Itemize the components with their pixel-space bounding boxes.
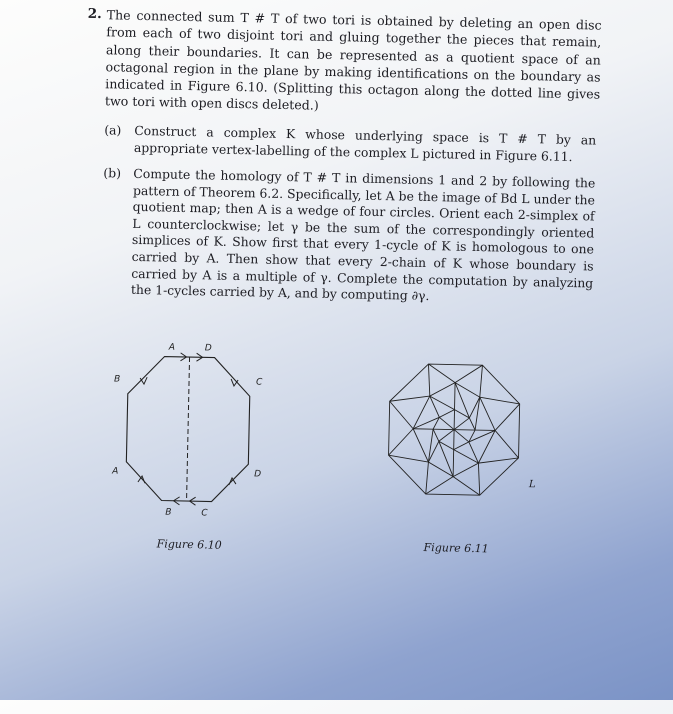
part-a-label: (a) [104,122,121,139]
figure-6-11-caption: Figure 6.11 [423,541,488,555]
figure-6-10 [89,337,283,531]
figure-6-10-caption: Figure 6.10 [157,537,222,551]
edge-label: B [165,508,171,518]
figure-6-11 [367,353,541,527]
problem-intro: The connected sum T # T of two tori is obtained by deleting an open disc from each of two disjoint tori and gluing together the pieces that remain, along their boundaries. It can be represented as a quotient space of an octagonal region in the plane by making identifications on the boundary as indicated in Figure 6.10. (Splitting this octagon along the dotted line gives two tori with open discs deleted.) [105,6,602,120]
part-b [104,165,599,175]
part-a [104,122,599,132]
edge-arrow [229,478,236,485]
triangulation [388,363,521,496]
edge-label: A [168,343,175,353]
problem-number: 2. [88,6,102,22]
part-b-label: (b) [103,165,121,182]
edge-label: D [205,343,212,353]
edge-label: C [201,508,208,518]
dotted-split-line [187,357,190,501]
edge-label: B [114,374,120,384]
part-b-text: Compute the homology of T # T in dimensions 1 and 2 by following the pattern of Theorem 6.2. Specifically, let A be the image of Bd L under the quotient map; then A is a wedge of four circles. Orient each 2-simplex of L counterclockwise; let γ be the sum of the correspondingly oriented simplices of K. Show first that every 1-cycle of K is homologous to one carried by A. Then show that every 2-chain of K whose boundary is carried by A is a multiple of γ. Complete the computation by analyzing the 1-cycles carried by A, and by computing ∂γ. [131,166,596,308]
edge-label: C [256,377,263,387]
part-a-text: Construct a complex K whose underlying space is T # T by an appropriate vertex-labelling of the complex L pictured in Figure 6.11. [134,123,597,166]
complex-label: L [529,479,536,490]
edge-label: A [111,466,118,476]
edge-label: D [254,469,261,479]
edge-arrow [138,476,145,483]
